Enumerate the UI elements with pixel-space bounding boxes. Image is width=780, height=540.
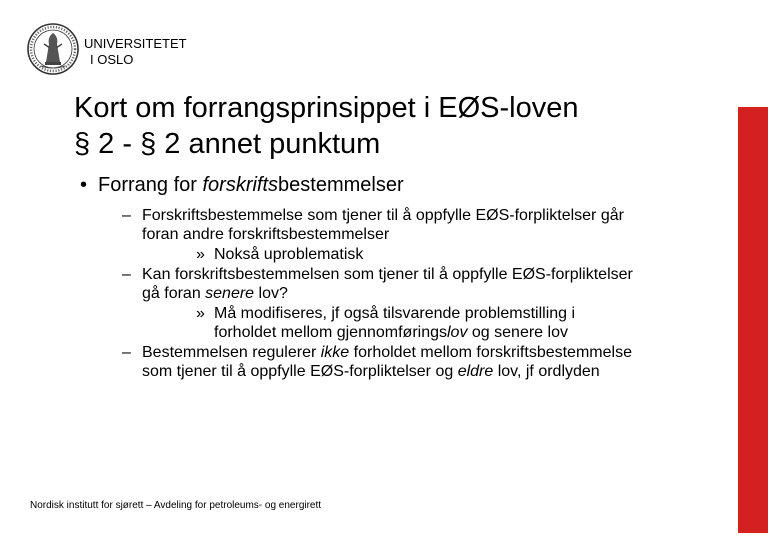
bullet-emphasis: forskrifts xyxy=(202,174,279,196)
bullet-text: lov, jf ordlyden xyxy=(493,363,600,380)
bullet-level-2 xyxy=(122,343,642,381)
bullet-list xyxy=(74,172,714,382)
bullet-marker: • xyxy=(80,174,88,196)
university-logo-text xyxy=(84,36,187,68)
bullet-level-2 xyxy=(122,206,642,244)
bullet-level-3 xyxy=(196,304,634,342)
bullet-text: Nokså uproblematisk xyxy=(214,246,364,263)
bullet-text: Bestemmelsen regulerer xyxy=(142,344,321,361)
bullet-emphasis: senere xyxy=(205,285,255,302)
title-line-1: Kort om forrangsprinsippet i EØS-loven xyxy=(74,92,579,124)
bullet-text: Må modifiseres, jf også tilsvarende problemstilling i forholdet mellom gjennomførings xyxy=(214,305,576,341)
bullet-text: Kan forskriftsbestemmelsen som tjener til å oppfylle EØS-forpliktelser gå foran xyxy=(142,266,633,302)
slide-title xyxy=(74,90,714,162)
bullet-text: og senere lov xyxy=(467,324,568,341)
dash-marker: – xyxy=(122,266,131,283)
logo-line-2: I OSLO xyxy=(90,52,134,67)
bullet-emphasis: lov xyxy=(447,324,468,341)
bullet-text: lov? xyxy=(254,285,288,302)
dash-marker: – xyxy=(122,207,131,224)
bullet-level-3 xyxy=(196,245,634,264)
bullet-text: forholdet mellom forskriftsbestemmelse som tjener til å oppfylle EØS-forpliktelser og xyxy=(142,344,632,380)
bullet-level-1 xyxy=(74,172,714,198)
bullet-emphasis: eldre xyxy=(457,363,494,380)
bullet-text: Forrang for xyxy=(98,174,203,196)
bullet-text: Forskriftsbestemmelse som tjener til å oppfylle EØS-forpliktelser går foran andre forskriftsbestemmelser xyxy=(142,207,624,243)
footer-text: Nordisk institutt for sjørett – Avdeling for petroleums- og energirett xyxy=(30,500,322,511)
chevron-marker: » xyxy=(196,305,205,322)
dash-marker: – xyxy=(122,344,131,361)
bullet-text: bestemmelser xyxy=(278,174,404,196)
university-seal-icon xyxy=(26,22,80,76)
chevron-marker: » xyxy=(196,246,205,263)
bullet-emphasis: ikke xyxy=(320,344,350,361)
bullet-level-2 xyxy=(122,265,642,303)
logo-line-1: UNIVERSITETET xyxy=(84,36,187,51)
title-line-2: § 2 - § 2 annet punktum xyxy=(74,128,381,160)
accent-bar xyxy=(738,107,768,533)
